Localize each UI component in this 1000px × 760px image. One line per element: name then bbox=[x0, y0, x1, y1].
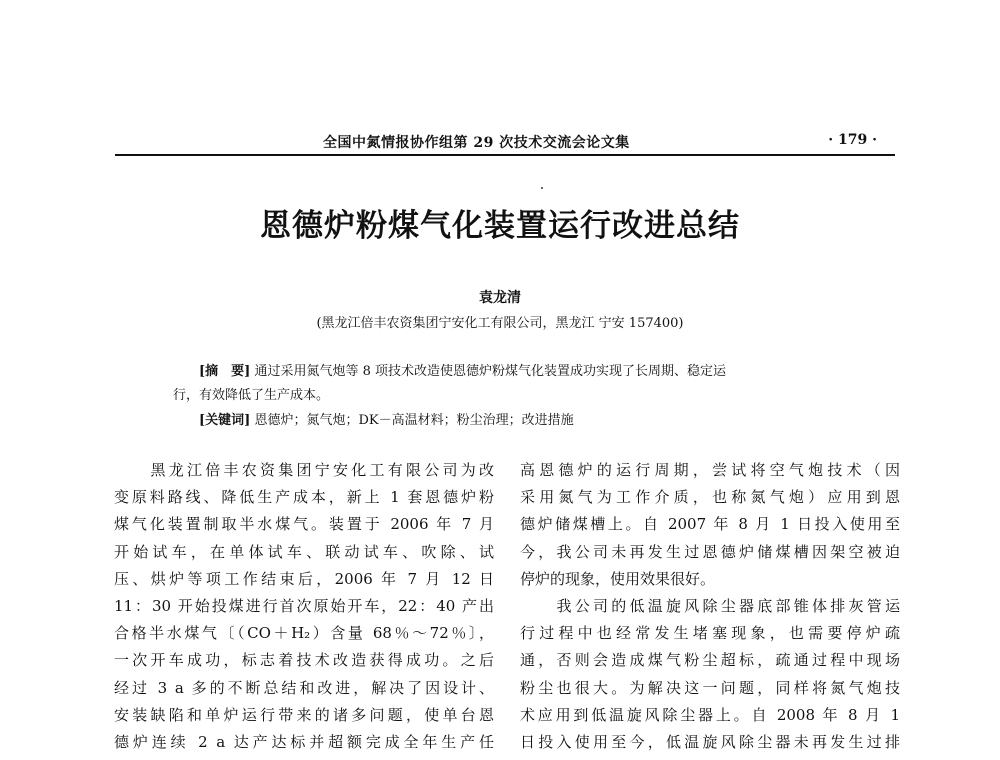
body-line: 高恩德炉的运行周期，尝试将空气炮技术（因 bbox=[520, 461, 900, 479]
body-line: 术应用到低温旋风除尘器上。自 2008 年 8 月 1 bbox=[520, 705, 900, 724]
body-line: 德炉储煤槽上。自 2007 年 8 月 1 日投入使用至 bbox=[520, 515, 900, 534]
running-header-title: 全国中氮情报协作组第 29 次技术交流会论文集 bbox=[323, 135, 630, 151]
author-affiliation: (黑龙江倍丰农资集团宁安化工有限公司，黑龙江 宁安 157400) bbox=[316, 316, 684, 331]
body-line: 我公司的低温旋风除尘器底部锥体排灰管运 bbox=[520, 597, 900, 616]
body-right-column bbox=[520, 457, 900, 756]
page-number: · 179 · bbox=[828, 132, 877, 148]
running-header bbox=[115, 128, 895, 156]
body-line: 日投入使用至今，低温旋风除尘器未再发生过排 bbox=[520, 733, 900, 752]
body-line: 煤气化装置制取半水煤气。装置于 2006 年 7 月 bbox=[114, 515, 494, 534]
body-line: 采用氮气为工作介质，也称氮气炮）应用到恩 bbox=[520, 488, 900, 507]
body-line: 黑龙江倍丰农资集团宁安化工有限公司为改 bbox=[114, 461, 494, 479]
body-line: 一次开车成功，标志着技术改造获得成功。之后 bbox=[114, 651, 494, 670]
keywords bbox=[199, 409, 574, 428]
paper-title: 恩德炉粉煤气化装置运行改进总结 bbox=[260, 208, 740, 244]
body-line: 粉尘也很大。为解决这一问题，同样将氮气炮技 bbox=[520, 678, 900, 697]
body-line: 行过程中也经常发生堵塞现象，也需要停炉疏 bbox=[520, 624, 900, 643]
keywords-text: 恩德炉；氮气炮；DK－高温材料；粉尘治理；改进措施 bbox=[254, 413, 574, 428]
body-line: 开始试车，在单体试车、联动试车、吹除、试 bbox=[114, 542, 494, 561]
body-line: 德炉连续 2 a 达产达标并超额完成全年生产任 bbox=[114, 733, 494, 752]
author-name: 袁龙清 bbox=[479, 290, 521, 306]
body-line: 经过 3 a 多的不断总结和改进，解决了因设计、 bbox=[114, 678, 494, 697]
keywords-label: [关键词] bbox=[199, 413, 251, 428]
body-line: 安装缺陷和单炉运行带来的诸多问题，使单台恩 bbox=[114, 705, 494, 724]
body-line: 今，我公司未再发生过恩德炉储煤槽因架空被迫 bbox=[520, 542, 900, 561]
body-line: 停炉的现象，使用效果很好。 bbox=[520, 569, 716, 588]
abstract-text-line-2: 行，有效降低了生产成本。 bbox=[173, 388, 330, 403]
body-line: 合格半水煤气〔（CO＋H₂）含量 68％～72％〕， bbox=[114, 624, 494, 643]
abstract-label: [摘 要] bbox=[199, 364, 251, 379]
abstract bbox=[199, 360, 726, 379]
abstract-text-line-1: 通过采用氮气炮等 8 项技术改造使恩德炉粉煤气化装置成功实现了长周期、稳定运 bbox=[254, 364, 726, 379]
body-line: 通，否则会造成煤气粉尘超标，疏通过程中现场 bbox=[520, 651, 900, 670]
body-line: 变原料路线、降低生产成本，新上 1 套恩德炉粉 bbox=[114, 488, 494, 507]
body-left-column bbox=[114, 457, 494, 756]
body-line: 11：30 开始投煤进行首次原始开车，22：40 产出 bbox=[114, 597, 494, 616]
body-line: 压、烘炉等项工作结束后，2006 年 7 月 12 日 bbox=[114, 569, 494, 588]
decorative-dot bbox=[541, 187, 543, 189]
